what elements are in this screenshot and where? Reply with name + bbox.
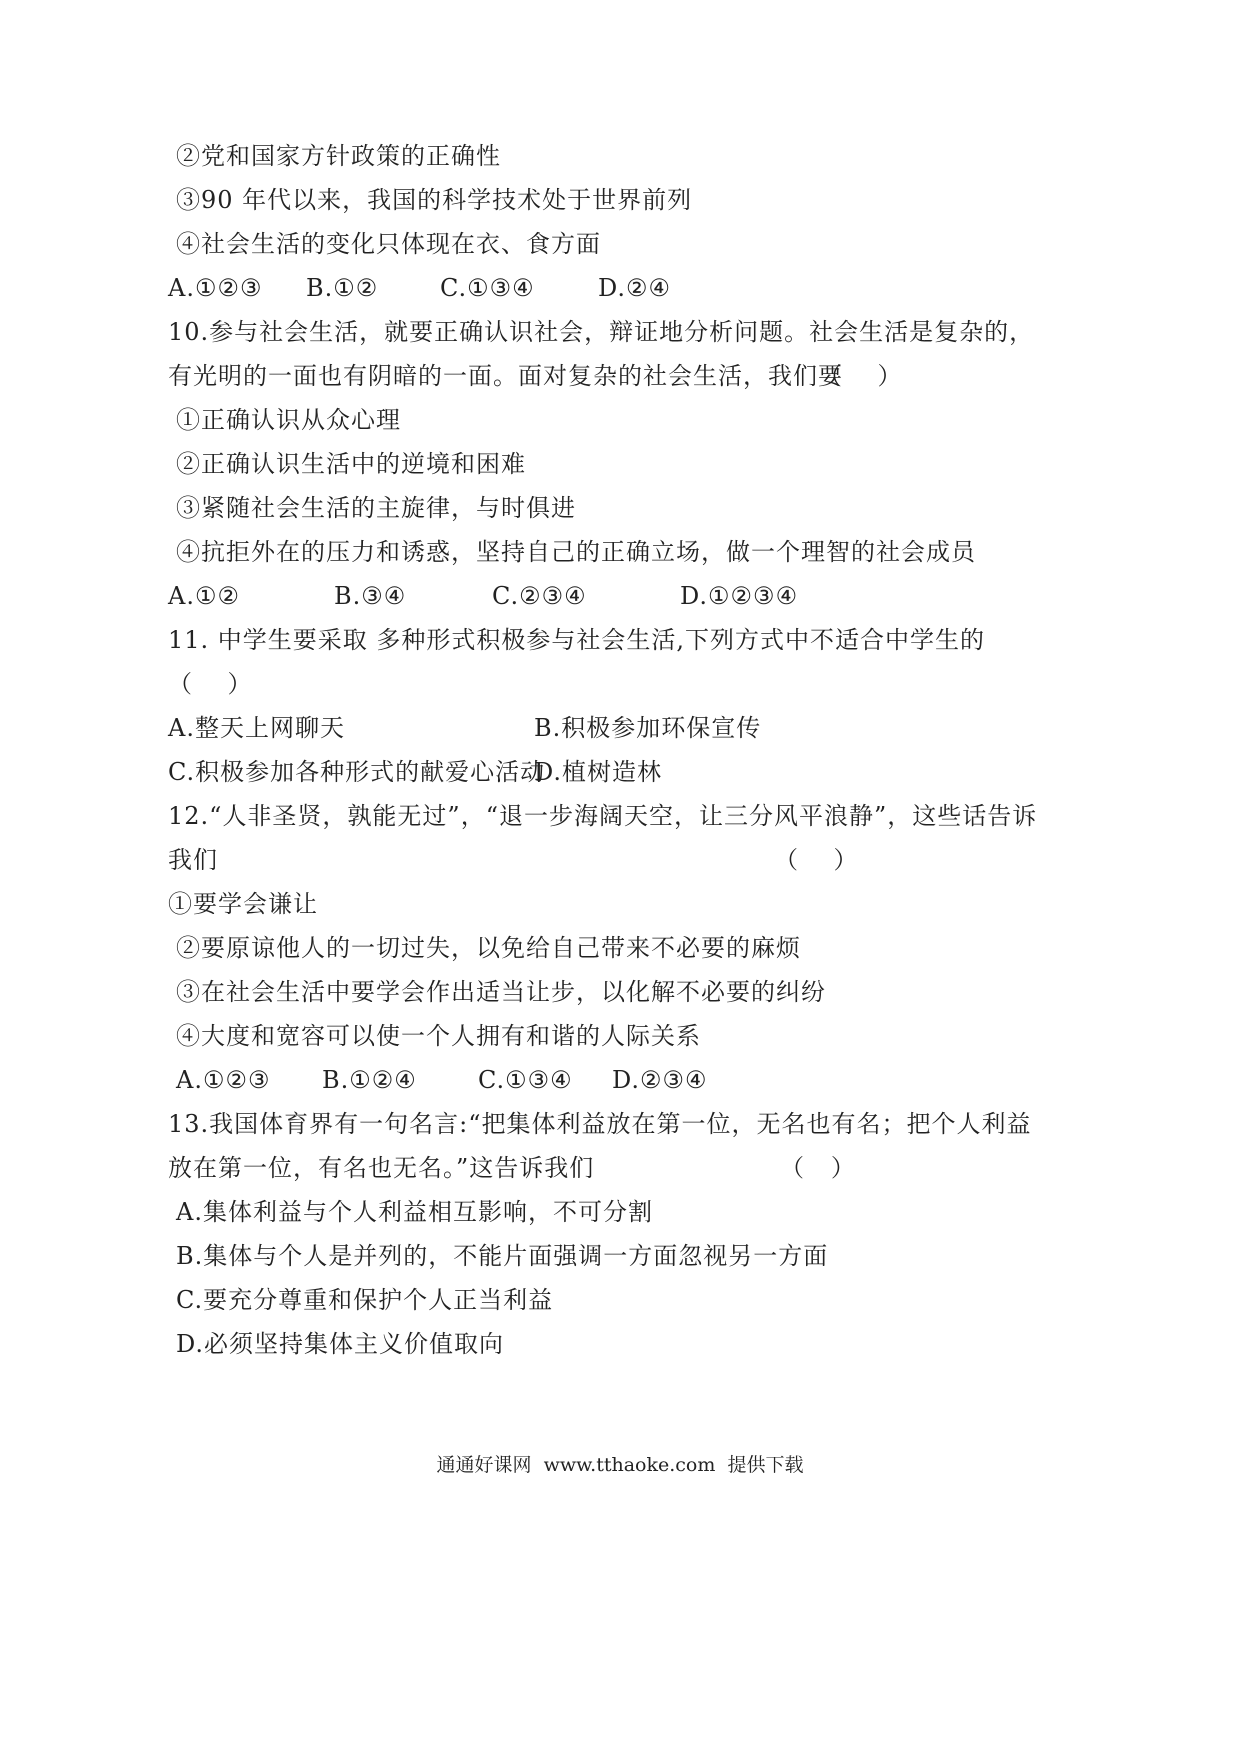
q10-stem-line2: 有光明的一面也有阴暗的一面。面对复杂的社会生活，我们要 <box>168 362 843 390</box>
q9-option-d: D.②④ <box>598 274 672 302</box>
q12-item-3: ③在社会生活中要学会作出适当让步，以化解不必要的纠纷 <box>176 978 826 1006</box>
q12-item-4: ④大度和宽容可以使一个人拥有和谐的人际关系 <box>176 1022 701 1050</box>
q12-answer-bracket: （ ） <box>774 846 859 874</box>
q10-item-4: ④抗拒外在的压力和诱惑，坚持自己的正确立场，做一个理智的社会成员 <box>176 538 976 566</box>
q10-item-3: ③紧随社会生活的主旋律，与时俱进 <box>176 494 576 522</box>
q11-option-a: A.整天上网聊天 <box>168 714 345 742</box>
q10-item-1: ①正确认识从众心理 <box>176 406 401 434</box>
q13-stem-line1: 13.我国体育界有一句名言:“把集体利益放在第一位，无名也有名；把个人利益 <box>168 1110 1032 1138</box>
q12-item-1: ①要学会谦让 <box>168 890 318 918</box>
q13-option-b: B.集体与个人是并列的，不能片面强调一方面忽视另一方面 <box>176 1242 829 1270</box>
q13-option-c: C.要充分尊重和保护个人正当利益 <box>176 1286 554 1314</box>
page-footer: 通通好课网 www.tthaoke.com 提供下载 <box>436 1454 804 1476</box>
q12-option-d: D.②③④ <box>612 1066 708 1094</box>
q10-answer-bracket: （ ） <box>818 362 903 390</box>
q13-stem-line2: 放在第一位，有名也无名。”这告诉我们 <box>168 1154 595 1182</box>
q9-item-3: ③90 年代以来，我国的科学技术处于世界前列 <box>176 186 693 214</box>
q12-stem-line2: 我们 <box>168 846 218 874</box>
q13-option-d: D.必须坚持集体主义价值取向 <box>176 1330 505 1358</box>
q9-item-4: ④社会生活的变化只体现在衣、食方面 <box>176 230 601 258</box>
q11-answer-bracket: （ ） <box>168 670 253 698</box>
q13-answer-bracket: （ ） <box>780 1154 856 1182</box>
q9-item-2: ②党和国家方针政策的正确性 <box>176 142 501 170</box>
q11-option-d: D.植树造林 <box>534 758 663 786</box>
q10-option-a: A.①② <box>168 582 240 610</box>
q11-option-c: C.积极参加各种形式的献爱心活动 <box>168 758 546 786</box>
q10-option-c: C.②③④ <box>492 582 587 610</box>
q9-option-a: A.①②③ <box>168 274 263 302</box>
q12-option-a: A.①②③ <box>176 1066 271 1094</box>
q9-option-c: C.①③④ <box>440 274 535 302</box>
q10-item-2: ②正确认识生活中的逆境和困难 <box>176 450 526 478</box>
q10-stem-line1: 10.参与社会生活，就要正确认识社会，辩证地分析问题。社会生活是复杂的， <box>168 318 1035 346</box>
q12-option-c: C.①③④ <box>478 1066 573 1094</box>
q12-item-2: ②要原谅他人的一切过失，以免给自己带来不必要的麻烦 <box>176 934 801 962</box>
q10-option-b: B.③④ <box>334 582 407 610</box>
q11-option-b: B.积极参加环保宣传 <box>534 714 762 742</box>
q9-option-b: B.①② <box>306 274 379 302</box>
q12-stem-line1: 12.“人非圣贤，孰能无过”，“退一步海阔天空，让三分风平浪静”，这些话告诉 <box>168 802 1038 830</box>
q10-option-d: D.①②③④ <box>680 582 799 610</box>
q11-stem-line1: 11. 中学生要采取 多种形式积极参与社会生活,下列方式中不适合中学生的 <box>168 626 986 654</box>
q12-option-b: B.①②④ <box>322 1066 417 1094</box>
q13-option-a: A.集体利益与个人利益相互影响，不可分割 <box>176 1198 653 1226</box>
